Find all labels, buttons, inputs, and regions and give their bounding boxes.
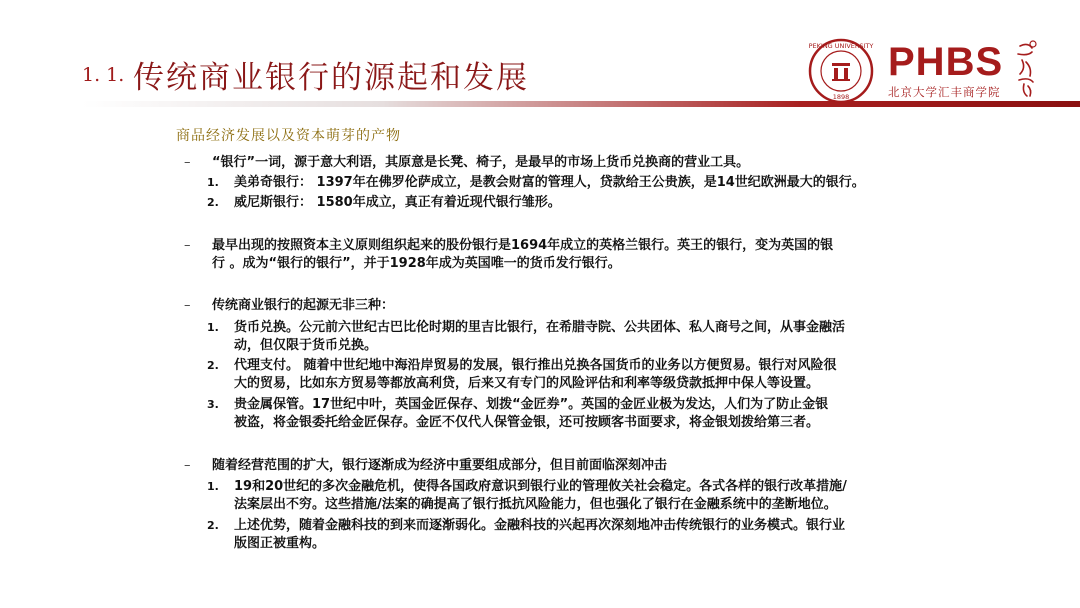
item-text: 贵金属保管。17世纪中叶，英国金匠保存、划拨“金匠券”。英国的金匠业极为发达，人们为了防止金银 bbox=[234, 397, 829, 412]
slide-title: 传统商业银行的源起和发展 bbox=[133, 60, 529, 96]
bullet-text: 最早出现的按照资本主义原则组织起来的股份银行是1694年成立的英格兰银行。英王的银行，变为英国的银 bbox=[212, 238, 834, 253]
svg-text:1898: 1898 bbox=[832, 93, 850, 101]
item-number: 2. bbox=[207, 359, 219, 372]
bullet-text: “银行”一词，源于意大利语，其原意是长凳、椅子，是最早的市场上货币兑换商的营业工具。 bbox=[212, 155, 750, 170]
item-text: 19和20世纪的多次金融危机，使得各国政府意识到银行业的管理攸关社会稳定。各式各样的银行改革措施/ bbox=[234, 479, 847, 494]
bullet-dash: – bbox=[184, 458, 191, 473]
item-text: 法案层出不穷。这些措施/法案的确提高了银行抵抗风险能力，但也强化了银行在金融系统中的垄断地位。 bbox=[234, 497, 837, 512]
item-text: 上述优势，随着金融科技的到来而逐渐弱化。金融科技的兴起再次深刻地冲击传统银行的业务模式。银行业 bbox=[234, 518, 846, 533]
item-text: 代理支付。 随着中世纪地中海沿岸贸易的发展，银行推出兑换各国货币的业务以方便贸易。银行对风险很 bbox=[234, 358, 837, 373]
section-heading: 商品经济发展以及资本萌芽的产物 bbox=[176, 128, 401, 144]
school-name: 北京大学汇丰商学院 bbox=[888, 85, 1001, 99]
bullet-text: 传统商业银行的起源无非三种： bbox=[212, 298, 395, 313]
item-number: 1. bbox=[207, 176, 219, 189]
item-number: 2. bbox=[207, 196, 219, 209]
item-number: 1. bbox=[207, 321, 219, 334]
section-number: 1. 1. bbox=[82, 64, 125, 86]
bullet-dash: – bbox=[184, 298, 191, 313]
item-number: 2. bbox=[207, 519, 219, 532]
item-text: 被盗，将金银委托给金匠保存。金匠不仅代人保管金银，还可按顾客书面要求，将金银划拨给第三者。 bbox=[234, 415, 820, 430]
item-text: 美弟奇银行： 1397年在佛罗伦萨成立，是教会财富的管理人，贷款给王公贵族，是14世纪欧洲最大的银行。 bbox=[234, 175, 865, 190]
bullet-text: 随着经营范围的扩大，银行逐渐成为经济中重要组成部分，但目前面临深刻冲击 bbox=[212, 458, 668, 473]
bullet-dash: – bbox=[184, 155, 191, 170]
item-text: 大的贸易，比如东方贸易等都放高利贷，后来又有专门的风险评估和利率等级贷款抵押中保人等设置。 bbox=[234, 376, 820, 391]
item-number: 1. bbox=[207, 480, 219, 493]
item-text: 版图正被重构。 bbox=[234, 536, 326, 551]
item-text: 货币兑换。公元前六世纪古巴比伦时期的里吉比银行，在希腊寺院、公共团体、私人商号之间，从事金融活 bbox=[234, 320, 846, 335]
item-text: 威尼斯银行： 1580年成立，真正有着近现代银行雏形。 bbox=[234, 195, 561, 210]
item-text: 动，但仅限于货币兑换。 bbox=[234, 338, 378, 353]
bullet-dash: – bbox=[184, 238, 191, 253]
item-number: 3. bbox=[207, 398, 219, 411]
brand-wordmark: PHBS bbox=[888, 40, 1004, 84]
svg-text:PEKING UNIVERSITY: PEKING UNIVERSITY bbox=[808, 42, 874, 50]
bullet-text: 行 。成为“银行的银行”，并于1928年成为英国唯一的货币发行银行。 bbox=[212, 256, 621, 271]
